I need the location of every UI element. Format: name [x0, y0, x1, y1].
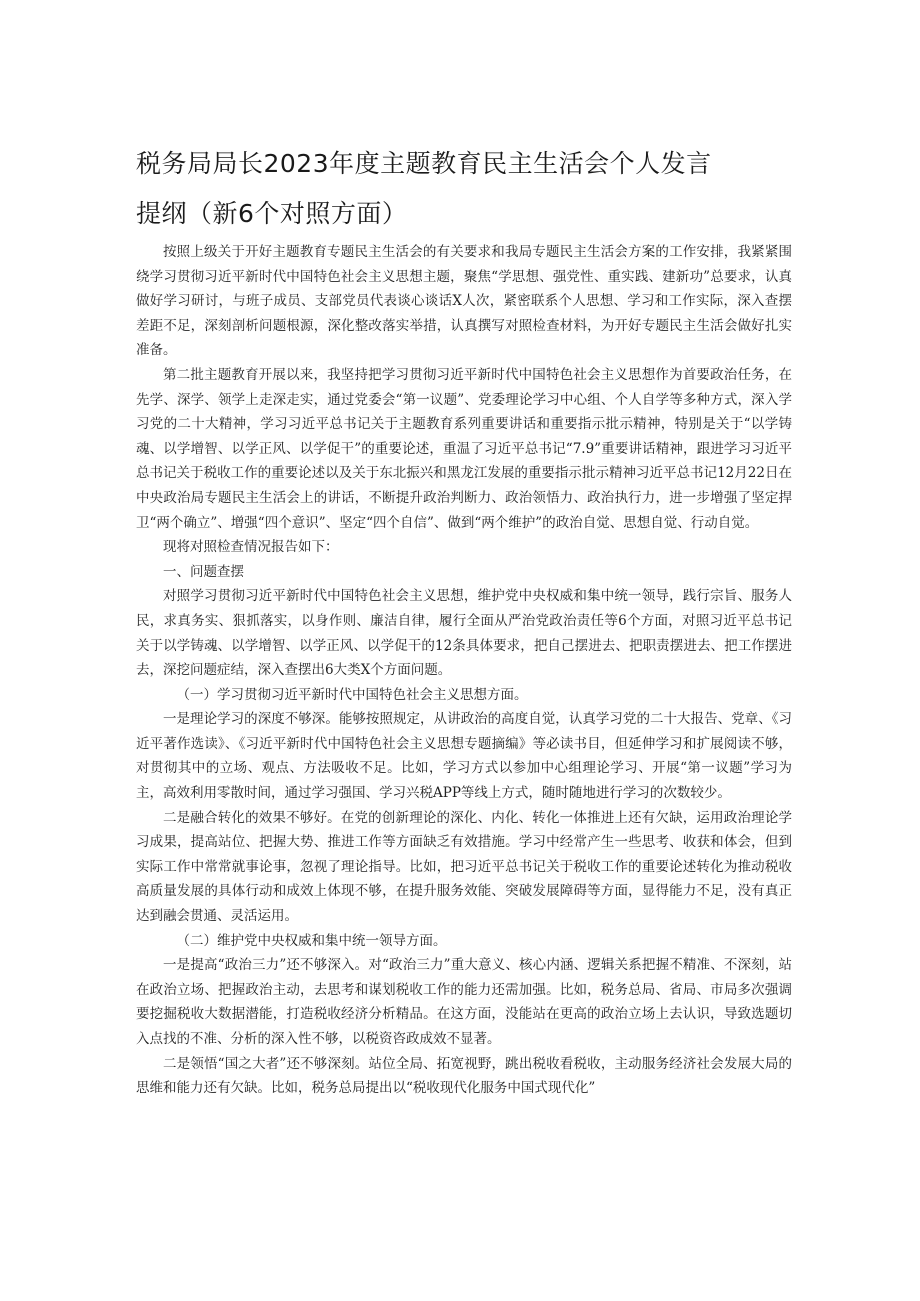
paragraph-study-progress: 第二批主题教育开展以来，我坚持把学习贯彻习近平新时代中国特色社会主义思想作为首要政治任务，在先学、深学、领学上走深走实，通过党委会“第一议题”、党委理论学习中心组、个人自学等多种方式，深入学习党的二十大精神，学习习近平总书记关于主题教育系列重要讲话和重要指示批示精神，特别是关于“以学铸魂、以学增智、以学正风、以学促干”的重要论述，重温了习近平总书记“7.9”重要讲话精神，跟进学习习近平总书记关于税收工作的重要论述以及关于东北振兴和黑龙江发展的重要指示批示精神习近平总书记12月22日在中央政治局专题民主生活会上的讲话，不断提升政治判断力、政治领悟力、政治执行力，进一步增强了坚定捍卫“两个确立”、增强“四个意识”、坚定“四个自信”、做到“两个维护”的政治自觉、思想自觉、行动自觉。	[136, 366, 792, 531]
paragraph-item-1-2: 二是融合转化的效果不够好。在党的创新理论的深化、内化、转化一体推进上还有欠缺，运用政治理论学习成果，提高站位、把握大势、推进工作等方面缺乏有效措施。学习中经常产生一些思考、收获和体会，但到实际工作中常常就事论事，忽视了理论指导。比如，把习近平总书记关于税收工作的重要论述转化为推动税收高质量发展的具体行动和成效上体现不够，在提升服务效能、突破发展障碍等方面，显得能力不足，没有真正达到融会贯通、灵活运用。	[136, 809, 792, 925]
document-body	[136, 240, 792, 1101]
paragraph-item-1-1: 一是理论学习的深度不够深。能够按照规定，从讲政治的高度自觉，认真学习党的二十大报告、党章、《习近平著作选读》、《习近平新时代中国特色社会主义思想专题摘编》等必读书目，但延伸学习和扩展阅读不够，对贯彻其中的立场、观点、方法吸收不足。比如，学习方式以参加中心组理论学习、开展“第一议题”学习为主，高效利用零散时间，通过学习强国、学习兴税APP等线上方式，随时随地进行学习的次数较少。	[136, 711, 792, 802]
paragraph-intro: 按照上级关于开好主题教育专题民主生活会的有关要求和我局专题民主生活会方案的工作安排，我紧紧围绕学习贯彻习近平新时代中国特色社会主义思想主题，聚焦“学思想、强党性、重实践、建新功”总要求，认真做好学习研讨，与班子成员、支部党员代表谈心谈话X人次，紧密联系个人思想、学习和工作实际，深入查摆差距不足，深刻剖析问题根源，深化整改落实举措，认真撰写对照检查材料，为开好专题民主生活会做好扎实准备。	[136, 244, 792, 359]
title-line-1: 税务局局长2023年度主题教育民主生活会个人发言	[136, 149, 712, 178]
paragraph-report-lead: 现将对照检查情况报告如下：	[163, 539, 339, 556]
subsection-heading-1: （一）学习贯彻习近平新时代中国特色社会主义思想方面。	[176, 686, 528, 703]
paragraph-item-2-2: 二是领悟“国之大者”还不够深刻。站位全局、拓宽视野，跳出税收看税收，主动服务经济社会发展大局的思维和能力还有欠缺。比如，税务总局提出以“税收现代化服务中国式现代化”	[136, 1055, 792, 1097]
subsection-heading-2: （二）维护党中央权威和集中统一领导方面。	[176, 932, 447, 949]
paragraph-problems-overview: 对照学习贯彻习近平新时代中国特色社会主义思想，维护党中央权威和集中统一领导，践行宗旨、服务人民，求真务实、狠抓落实，以身作则、廉洁自律，履行全面从严治党政治责任等6个方面，对照习近平总书记关于以学铸魂、以学增智、以学正风、以学促干的12条具体要求，把自己摆进去、把职责摆进去、把工作摆进去，深挖问题症结，深入查摆出6大类X个方面问题。	[136, 588, 792, 679]
document-title	[136, 139, 796, 239]
section-heading-problems: 一、问题查摆	[163, 563, 244, 580]
paragraph-item-2-1: 一是提高“政治三力”还不够深入。对“政治三力”重大意义、核心内涵、逻辑关系把握不精准、不深刻，站在政治立场、把握政治主动，去思考和谋划税收工作的能力还需加强。比如，税务总局、省局、市局多次强调要挖掘税收大数据潜能，打造税收经济分析精品。在这方面，没能站在更高的政治立场上去认识，导致选题切入点找的不准、分析的深入性不够，以税资咨政成效不显著。	[136, 957, 792, 1047]
title-line-2: 提纲（新6个对照方面）	[136, 199, 408, 228]
